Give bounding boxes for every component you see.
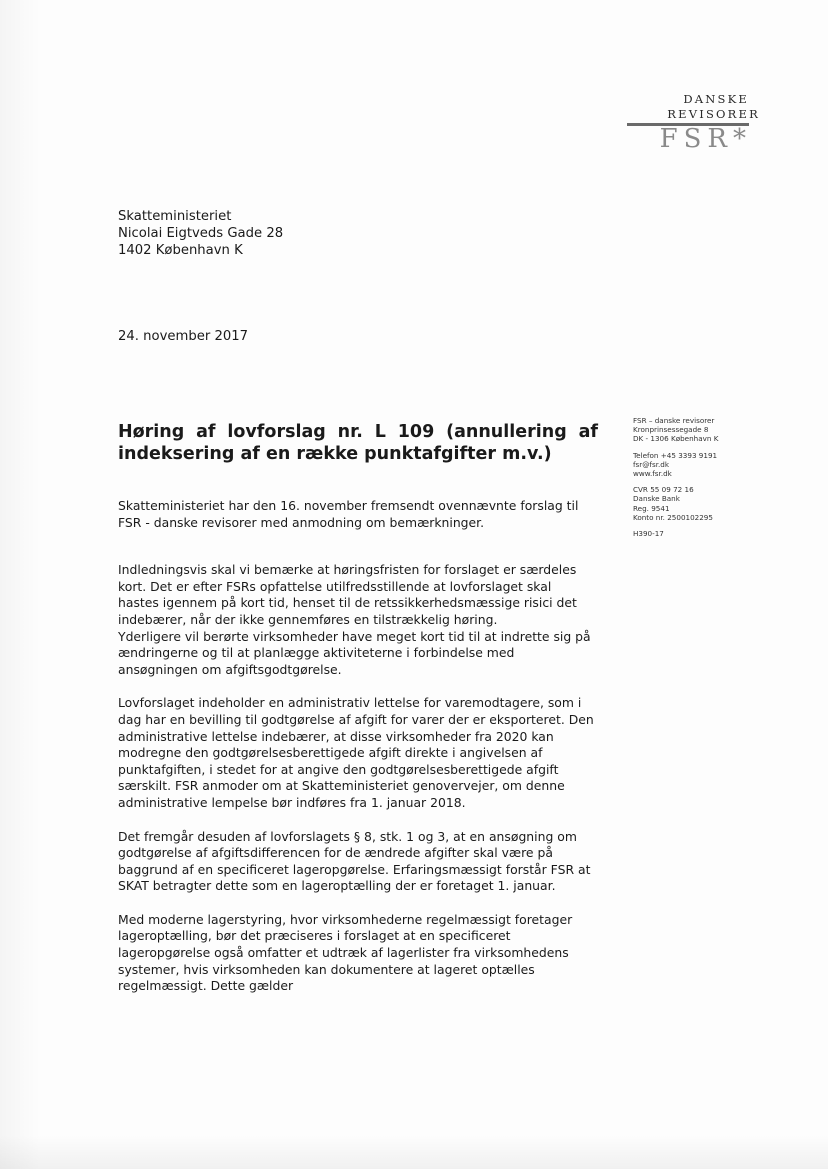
sender-email: fsr@fsr.dk [633,459,669,469]
sender-city: DK - 1306 København K [633,434,719,444]
sender-web: www.fsr.dk [633,469,672,479]
scan-edge-left [0,0,40,1169]
scan-edge-bottom [0,1135,828,1169]
logo-mark: FSR* [659,124,752,154]
letter-body [118,498,596,1012]
body-paragraph-3: Lovforslaget indeholder en administrativ lettelse for varemodtagere, som i dag har en bevilling til godtgørelse af afgift for varer der er eksporteret. Den administrative lettelse indebærer, at disse virksomheder fra 2020 kan modregne den godtgørelsesberettigede afgift direkte i angivelsen af punktafgiften, i stedet for at angive den godtgørelsesberettigede afgift særskilt. FSR anmoder om at Skatteministeriet genovervejer, om denne administrative lempelse bør indføres fra 1. januar 2018. [118,695,594,810]
letter-date: 24. november 2017 [118,329,249,344]
sender-street: Kronprinsessegade 8 [633,425,709,435]
reference-block [633,529,783,538]
sender-address-block [633,416,783,444]
recipient-address [118,208,283,259]
sender-org: FSR – danske revisorer [633,416,715,425]
logo-line-revisorer: REVISORER [667,107,760,121]
body-intro: Skatteministeriet har den 16. november fremsendt ovennævnte forslag til FSR - danske revisorer med anmodning om bemærkninger. [118,498,579,530]
body-paragraph-2: Yderligere vil berørte virksomheder have meget kort tid til at indrette sig på ændringerne og til at planlægge aktiviteterne i forbindelse med ansøgningen om afgiftsgodtgørelse. [118,628,591,677]
letter-title: Høring af lovforslag nr. L 109 (annullering af indeksering af en række punktafgifter m.v.) [118,422,598,464]
sender-bank-block [633,485,783,522]
recipient-street: Nicolai Eigtveds Gade 28 [118,226,284,241]
sender-reg: Reg. 9541 [633,503,670,513]
sender-cvr: CVR 55 09 72 16 [633,485,694,495]
sender-account: Konto nr. 2500102295 [633,512,713,522]
body-paragraph-4: Det fremgår desuden af lovforslagets § 8, stk. 1 og 3, at en ansøgning om godtgørelse af afgiftsdifferencen for de ændrede afgifter skal være på baggrund af en specificeret lageropgørelse. Erfaringsmæssigt forstår FSR at SKAT betragter dette som en lageroptælling der er foretaget 1. januar. [118,828,591,894]
recipient-city: 1402 København K [118,243,243,258]
sender-bank: Danske Bank [633,494,680,504]
reference-number: H390-17 [633,529,664,539]
body-paragraph-5: Med moderne lagerstyring, hvor virksomhederne regelmæssigt foretager lageroptælling, bør det præciseres i forslaget at en specificeret lageropgørelse også omfatter et udtræk af lagerlister fra virksomhedens systemer, hvis virksomheden kan dokumentere at lageret optælles regelmæssigt. Dette gælder [118,911,573,994]
logo-line-danske: DANSKE [683,92,749,106]
sender-info-sidebar [633,416,783,545]
fsr-logo [620,92,760,154]
sender-contact-block [633,451,783,479]
sender-phone: Telefon +45 3393 9191 [633,450,718,460]
recipient-name: Skatteministeriet [118,209,232,224]
body-paragraph-1: Indledningsvis skal vi bemærke at høringsfristen for forslaget er særdeles kort. Det er efter FSRs opfattelse utilfredsstillende at lovforslaget skal hastes igennem på kort tid, henset til de retssikkerhedsmæssige risici det indebærer, når der ikke gennemføres en tilstrækkelig høring. [118,562,577,627]
